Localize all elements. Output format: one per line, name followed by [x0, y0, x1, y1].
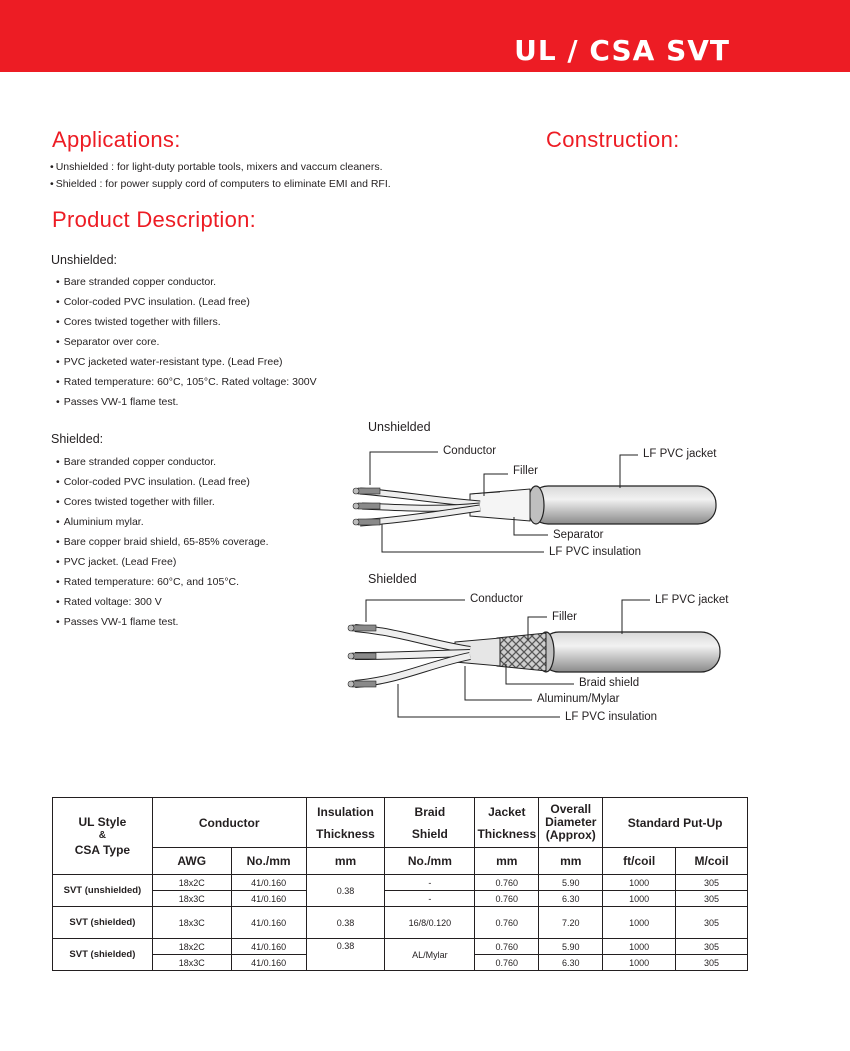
list-item: • Color-coded PVC insulation. (Lead free) — [56, 472, 269, 492]
table-cell: 0.38 — [306, 939, 385, 971]
list-item: • Passes VW-1 flame test. — [56, 392, 317, 412]
table-cell: 1000 — [603, 875, 676, 891]
list-item: • Rated temperature: 60°C, and 105°C. — [56, 572, 269, 592]
table-cell: 16/8/0.120 — [385, 907, 475, 939]
conductor-label: Conductor — [443, 445, 497, 457]
list-item: • PVC jacketed water-resistant type. (Lead Free) — [56, 352, 317, 372]
mylar-label: Aluminum/Mylar — [537, 693, 620, 705]
braid-header — [385, 798, 475, 848]
list-item: • Separator over core. — [56, 332, 317, 352]
braid-unit: No./mm — [385, 848, 475, 875]
applications-heading: Applications: — [52, 127, 181, 152]
header-line: Insulation — [317, 804, 374, 819]
list-item: • Bare stranded copper conductor. — [56, 452, 269, 472]
header-line: CSA Type — [74, 843, 131, 857]
braid-shield-label: Braid shield — [579, 677, 640, 689]
jacket-label: LF PVC jacket — [655, 594, 729, 606]
diameter-unit: mm — [539, 848, 603, 875]
header-line: Thickness — [477, 826, 537, 841]
unshielded-diagram-title: Unshielded — [368, 420, 431, 434]
ins-unit: mm — [306, 848, 385, 875]
table-row — [53, 875, 748, 891]
table-cell: 0.38 — [306, 907, 385, 939]
list-item: • Unshielded : for light-duty portable tools, mixers and vaccum cleaners. — [50, 159, 391, 176]
table-cell: 1000 — [603, 939, 676, 955]
header-line: Jacket — [488, 804, 526, 819]
table-cell: 6.30 — [539, 955, 603, 971]
table-cell: 0.38 — [306, 875, 385, 907]
page-title: UL / CSA SVT — [514, 34, 730, 67]
list-item: • Cores twisted together with filler. — [56, 492, 269, 512]
table-cell: 41/0.160 — [231, 907, 306, 939]
table-cell: 6.30 — [539, 891, 603, 907]
insulation-label: LF PVC insulation — [565, 711, 658, 723]
filler-label: Filler — [513, 465, 538, 477]
jacket-label: LF PVC jacket — [643, 448, 717, 460]
list-item: • Bare stranded copper conductor. — [56, 272, 317, 292]
list-item: • Aluminium mylar. — [56, 512, 269, 532]
header-line: Thickness — [316, 826, 375, 841]
header-line: Overall — [550, 802, 592, 816]
table-cell: 0.760 — [475, 891, 539, 907]
table-cell: 7.20 — [539, 907, 603, 939]
table-cell: 0.760 — [475, 875, 539, 891]
shielded-diagram-title: Shielded — [368, 572, 417, 586]
ftcoil-unit: ft/coil — [603, 848, 676, 875]
insulation-header — [306, 798, 385, 848]
table-cell: 0.760 — [475, 907, 539, 939]
header-line: (Approx) — [545, 828, 596, 842]
awg-unit: AWG — [152, 848, 231, 875]
construction-heading: Construction: — [546, 127, 680, 152]
shielded-subheading: Shielded: — [51, 432, 104, 446]
table-cell: 305 — [676, 907, 748, 939]
list-item: • Rated voltage: 300 V — [56, 592, 269, 612]
table-cell: - — [385, 875, 475, 891]
row-label: SVT (unshielded) — [53, 875, 153, 907]
unshielded-subheading: Unshielded: — [51, 253, 118, 267]
shielded-cable-illustration — [348, 600, 720, 717]
list-item: • Color-coded PVC insulation. (Lead free) — [56, 292, 317, 312]
table-cell: 41/0.160 — [231, 955, 306, 971]
nomm-unit: No./mm — [231, 848, 306, 875]
list-item: • Bare copper braid shield, 65-85% coverage. — [56, 532, 269, 552]
table-cell: 305 — [676, 939, 748, 955]
row-label: SVT (shielded) — [53, 939, 153, 971]
table-cell: 18x3C — [152, 955, 231, 971]
list-item: • Cores twisted together with fillers. — [56, 312, 317, 332]
diameter-header — [539, 798, 603, 848]
insulation-label: LF PVC insulation — [549, 546, 642, 558]
table-cell: 18x2C — [152, 875, 231, 891]
header-line: UL Style — [78, 815, 127, 829]
style-header — [53, 798, 153, 875]
table-cell: 1000 — [603, 891, 676, 907]
table-cell: 41/0.160 — [231, 939, 306, 955]
header-line: Shield — [411, 826, 448, 841]
putup-header: Standard Put-Up — [603, 798, 748, 848]
table-cell: 1000 — [603, 955, 676, 971]
table-row — [53, 891, 748, 907]
table-row — [53, 939, 748, 955]
table-cell: 0.760 — [475, 955, 539, 971]
mcoil-unit: M/coil — [676, 848, 748, 875]
table-cell: 305 — [676, 955, 748, 971]
list-item: • PVC jacket. (Lead Free) — [56, 552, 269, 572]
list-item: • Rated temperature: 60°C, 105°C. Rated voltage: 300V — [56, 372, 317, 392]
table-cell: - — [385, 891, 475, 907]
table-cell: 5.90 — [539, 939, 603, 955]
spec-table — [52, 797, 748, 971]
table-cell: 18x2C — [152, 939, 231, 955]
table-cell: 5.90 — [539, 875, 603, 891]
jacket-unit: mm — [475, 848, 539, 875]
product-description-heading: Product Description: — [52, 207, 257, 232]
row-label: SVT (shielded) — [53, 907, 153, 939]
header-line: Diameter — [545, 815, 597, 829]
table-row — [53, 907, 748, 939]
conductor-header: Conductor — [152, 798, 306, 848]
table-cell: 41/0.160 — [231, 875, 306, 891]
table-cell: AL/Mylar — [385, 939, 475, 971]
table-cell: 0.760 — [475, 939, 539, 955]
header-line: & — [98, 830, 107, 841]
table-cell: 305 — [676, 875, 748, 891]
separator-label: Separator — [553, 529, 604, 541]
header-line: Braid — [414, 804, 446, 819]
jacket-header — [475, 798, 539, 848]
list-item: • Shielded : for power supply cord of computers to eliminate EMI and RFI. — [50, 176, 391, 193]
table-cell: 18x3C — [152, 891, 231, 907]
conductor-label: Conductor — [470, 593, 524, 605]
table-cell: 1000 — [603, 907, 676, 939]
list-item: • Passes VW-1 flame test. — [56, 612, 269, 632]
filler-label: Filler — [552, 611, 577, 623]
table-cell: 18x3C — [152, 907, 231, 939]
table-cell: 305 — [676, 891, 748, 907]
table-cell: 41/0.160 — [231, 891, 306, 907]
